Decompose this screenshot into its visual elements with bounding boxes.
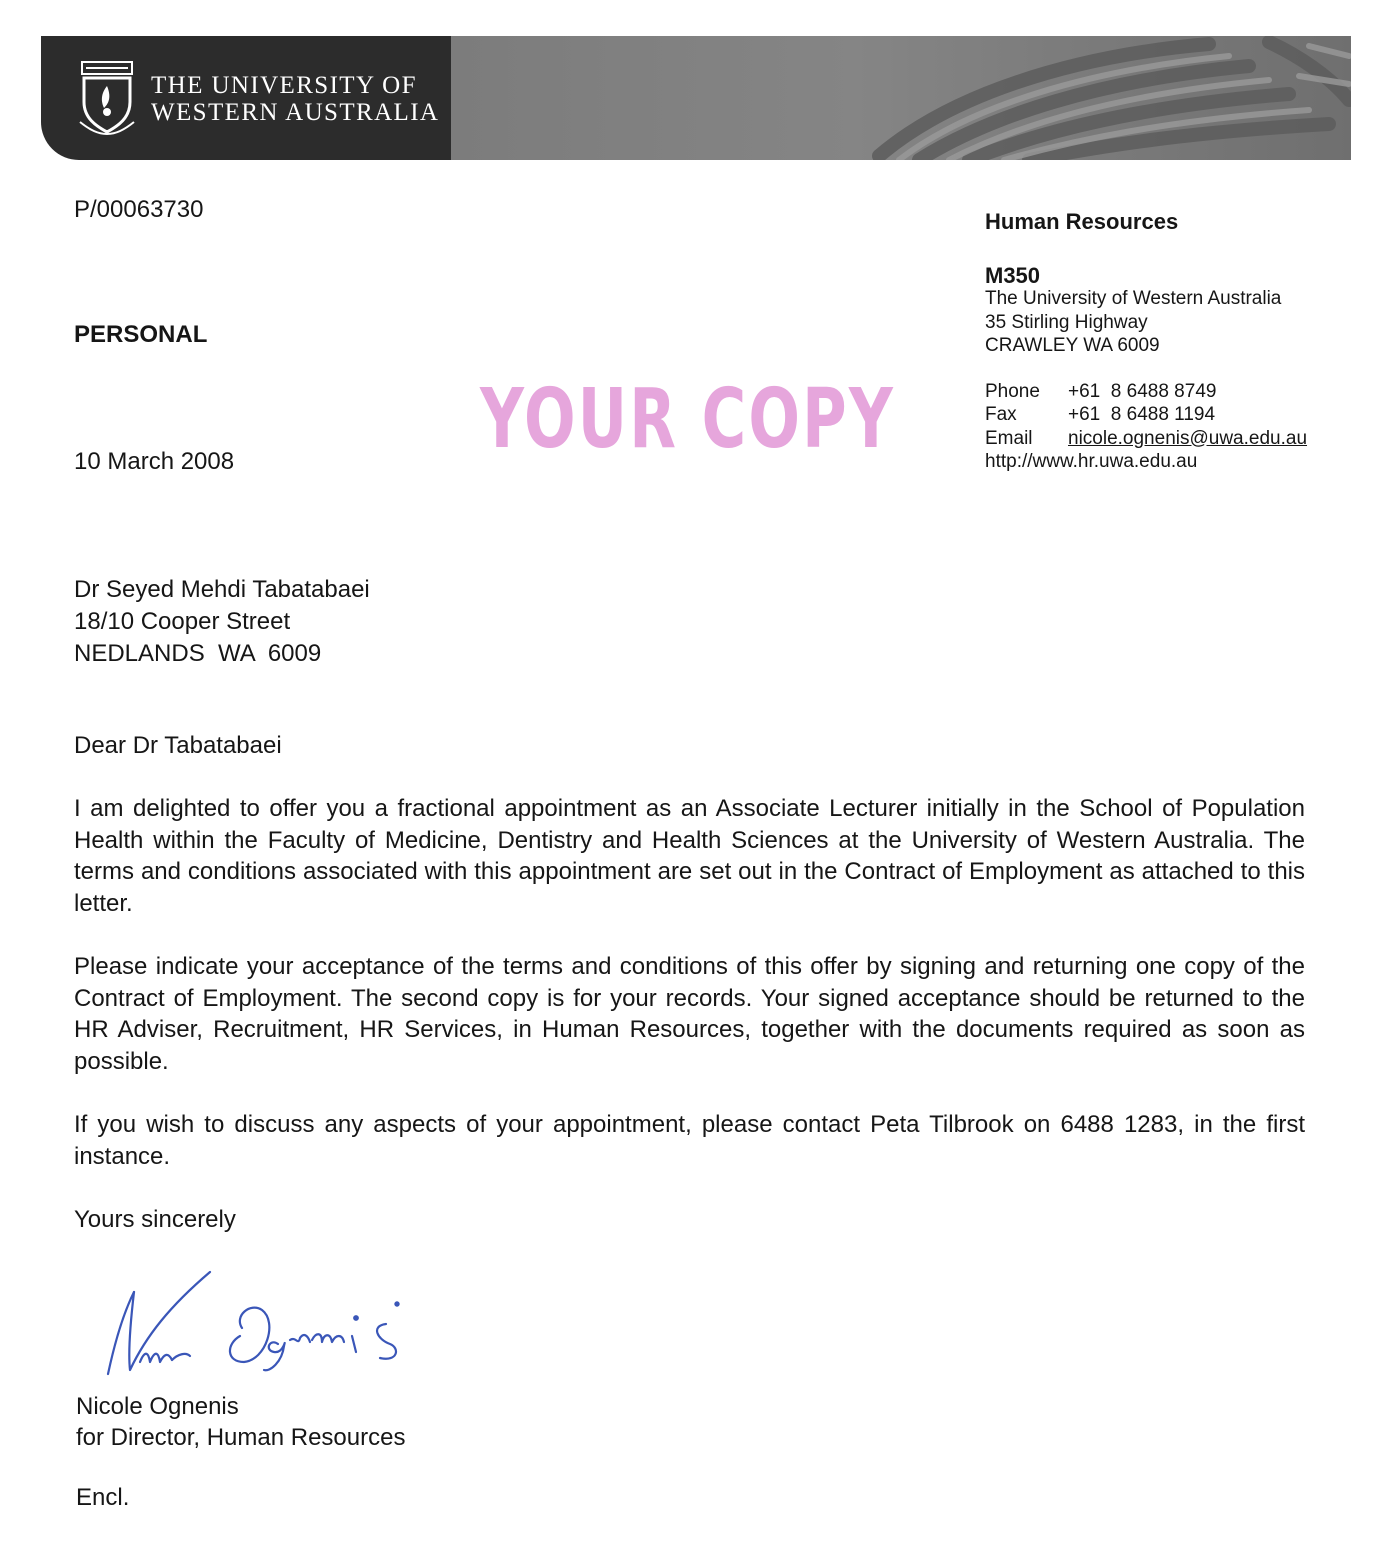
letterhead-banner	[41, 36, 1351, 160]
fax-row	[985, 403, 1307, 427]
phone-number: +61 8 6488 8749	[1068, 380, 1217, 402]
signatory-title: for Director, Human Resources	[76, 1424, 406, 1451]
email-row	[985, 427, 1307, 451]
banner-dark-panel	[41, 36, 451, 160]
signatory-block	[76, 1391, 405, 1453]
university-crest-icon	[78, 60, 136, 136]
address-line: The University of Western Australia	[985, 288, 1282, 309]
letter-date: 10 March 2008	[74, 448, 235, 475]
body-paragraph: If you wish to discuss any aspects of your appointment, please contact Peta Tilbrook on 6488 1283, in the first instance.	[74, 1111, 1305, 1170]
wing-graphic	[449, 36, 1351, 160]
phone-row	[985, 380, 1307, 404]
email-link[interactable]: nicole.ognenis@uwa.edu.au	[1068, 427, 1308, 449]
body-paragraph: I am delighted to offer you a fractional appointment as an Associate Lecturer initially in the School of Population Health within the Faculty of Medicine, Dentistry and Health Sciences at the University of Western Australia. The terms and conditions associated with this appointment are set out in the Contract of Employment as attached to this letter.	[74, 795, 1305, 917]
fax-number: +61 8 6488 1194	[1068, 404, 1216, 425]
university-name-line1: THE UNIVERSITY OF	[151, 72, 417, 99]
fax-label: Fax	[985, 404, 1017, 425]
signatory-name: Nicole Ognenis	[76, 1393, 239, 1420]
closing: Yours sincerely	[74, 1206, 236, 1233]
body-paragraph: Please indicate your acceptance of the terms and conditions of this offer by signing and returning one copy of the Contract of Employment. The second copy is for your records. Your signed acceptance should be returned to the HR Adviser, Recruitment, HR Services, in Human Resources, together with the documents required as soon as possible.	[74, 953, 1305, 1075]
salutation: Dear Dr Tabatabaei	[74, 732, 282, 759]
enclosure-note: Encl.	[76, 1484, 130, 1511]
recipient-address	[74, 574, 370, 670]
recipient-street: 18/10 Cooper Street	[74, 608, 291, 635]
email-label: Email	[985, 427, 1033, 449]
reference-number: P/00063730	[74, 196, 204, 223]
recipient-name: Dr Seyed Mehdi Tabatabaei	[74, 576, 370, 603]
university-name-line2: WESTERN AUSTRALIA	[151, 99, 440, 126]
handwritten-signature	[100, 1266, 420, 1386]
address-line: CRAWLEY WA 6009	[985, 335, 1160, 356]
contact-details	[985, 380, 1307, 474]
university-name	[151, 72, 439, 126]
your-copy-stamp: YOUR COPY	[480, 372, 896, 467]
classification-label: PERSONAL	[74, 321, 208, 348]
address-line: 35 Stirling Highway	[985, 311, 1148, 333]
mail-code: M350	[985, 262, 1041, 288]
department-name: Human Resources	[985, 209, 1179, 234]
sender-block	[985, 210, 1307, 474]
website-link[interactable]: http://www.hr.uwa.edu.au	[985, 451, 1198, 472]
phone-label: Phone	[985, 380, 1040, 402]
recipient-city: NEDLANDS WA 6009	[74, 640, 322, 667]
